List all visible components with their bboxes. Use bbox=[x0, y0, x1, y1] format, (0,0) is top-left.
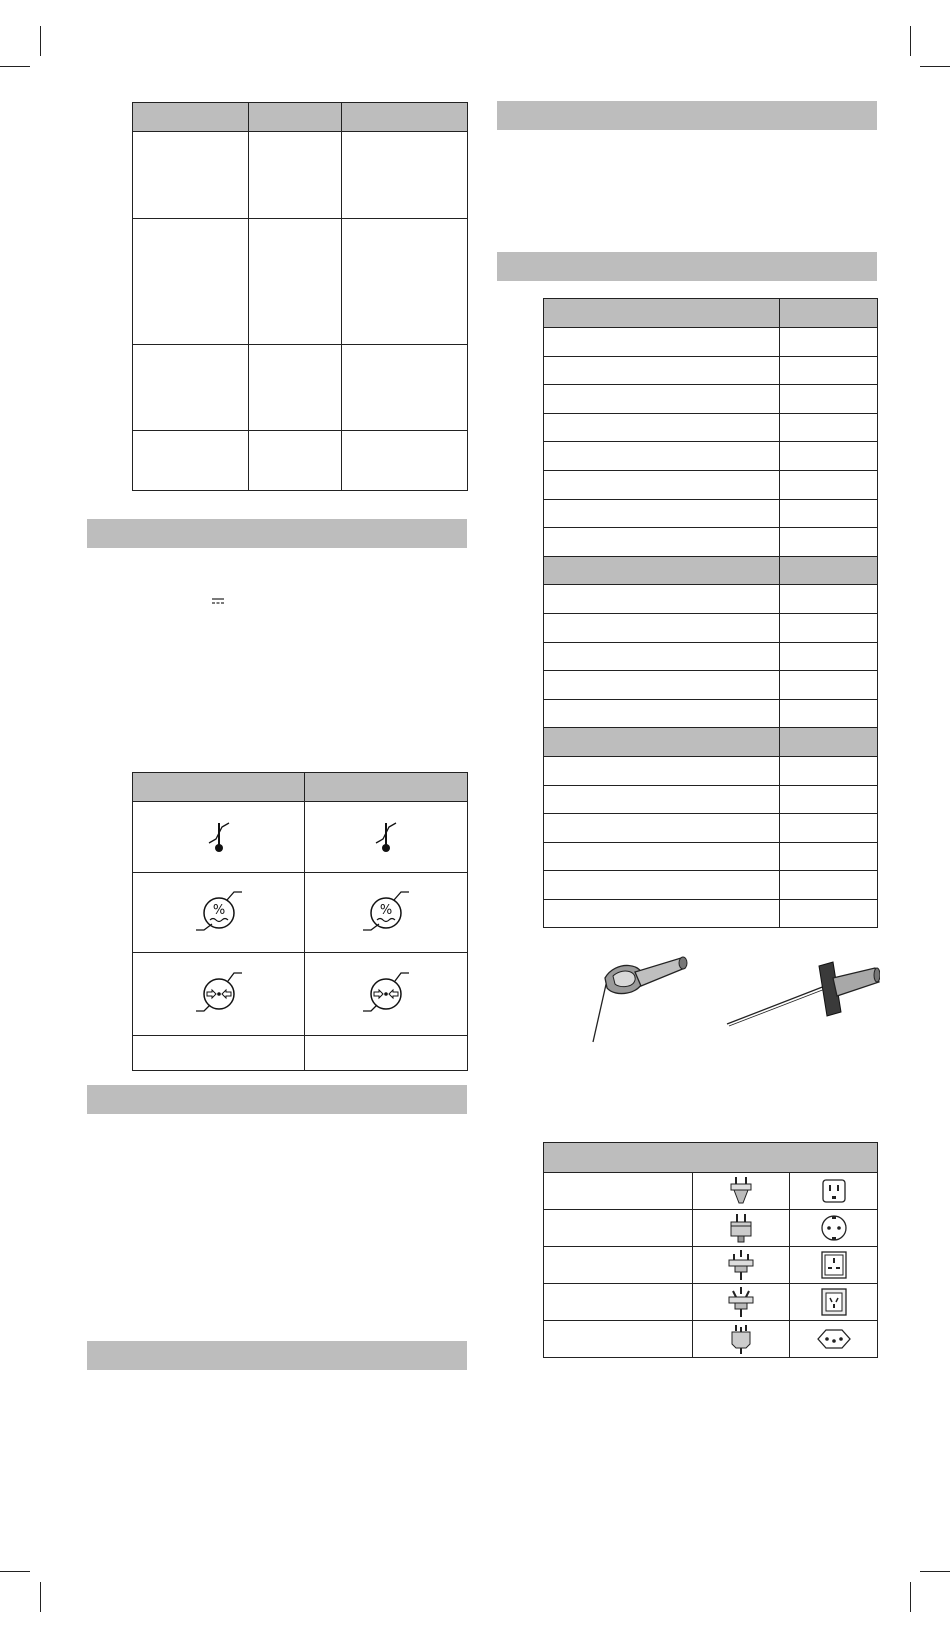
pressure-limit-icon bbox=[361, 969, 411, 1019]
section-header-bar bbox=[497, 252, 877, 281]
table-row bbox=[133, 953, 468, 1036]
svg-text:%: % bbox=[212, 902, 225, 918]
table-row bbox=[544, 814, 878, 843]
humidity-limit-icon bbox=[194, 888, 244, 938]
table-row bbox=[544, 499, 878, 528]
crop-mark bbox=[920, 66, 950, 67]
table-row bbox=[133, 431, 468, 491]
table-header-cell bbox=[544, 1143, 878, 1173]
section-header-bar bbox=[87, 1085, 467, 1114]
table-row bbox=[544, 699, 878, 728]
spec-table-right bbox=[543, 298, 878, 928]
plug-type-c-icon bbox=[729, 1212, 753, 1244]
svg-text:%: % bbox=[379, 902, 393, 918]
table-row bbox=[544, 1210, 878, 1247]
table-header-cell bbox=[133, 103, 249, 132]
table-row bbox=[544, 899, 878, 928]
section-header-bar bbox=[87, 519, 467, 548]
plug-socket-table bbox=[543, 1142, 878, 1358]
socket-type-i-icon bbox=[820, 1287, 848, 1317]
table-row bbox=[544, 642, 878, 671]
probe-long-needle-illustration bbox=[725, 958, 880, 1028]
table-row bbox=[544, 356, 878, 385]
conditions-table bbox=[132, 772, 468, 1071]
table-row bbox=[544, 671, 878, 700]
crop-mark bbox=[0, 1571, 30, 1572]
table-header-cell bbox=[780, 299, 878, 328]
table-subheader-row bbox=[544, 728, 878, 757]
table-row bbox=[544, 470, 878, 499]
crop-mark bbox=[40, 26, 41, 56]
table-header-cell bbox=[544, 299, 780, 328]
humidity-limit-icon bbox=[361, 888, 411, 938]
socket-type-g-icon bbox=[820, 1250, 848, 1280]
table-row bbox=[544, 613, 878, 642]
table-row bbox=[544, 442, 878, 471]
dc-current-icon bbox=[212, 598, 224, 604]
table-row bbox=[544, 528, 878, 557]
plug-type-g-icon bbox=[727, 1249, 755, 1281]
table-row bbox=[133, 1036, 468, 1071]
table-row bbox=[544, 328, 878, 357]
section-header-bar bbox=[497, 101, 877, 130]
table-row bbox=[133, 345, 468, 431]
table-row bbox=[544, 1284, 878, 1321]
temperature-limit-icon bbox=[204, 817, 234, 857]
crop-mark bbox=[0, 66, 30, 67]
table-row bbox=[544, 385, 878, 414]
table-row bbox=[544, 785, 878, 814]
section-header-bar bbox=[87, 1341, 467, 1370]
table-header-cell bbox=[249, 103, 342, 132]
table-row bbox=[133, 132, 468, 219]
table-row bbox=[133, 219, 468, 345]
crop-mark bbox=[40, 1582, 41, 1612]
table-row bbox=[544, 842, 878, 871]
socket-type-a-icon bbox=[821, 1178, 847, 1204]
temperature-limit-icon bbox=[371, 817, 401, 857]
crop-mark bbox=[910, 26, 911, 56]
spec-table-left bbox=[132, 102, 468, 491]
pressure-limit-icon bbox=[194, 969, 244, 1019]
probe-with-guard-illustration bbox=[585, 950, 695, 1045]
table-row bbox=[133, 802, 468, 873]
table-header-cell bbox=[133, 773, 305, 802]
table-row bbox=[544, 1321, 878, 1358]
table-row bbox=[544, 1173, 878, 1210]
crop-mark bbox=[910, 1582, 911, 1612]
table-row bbox=[544, 1247, 878, 1284]
crop-mark bbox=[920, 1571, 950, 1572]
plug-type-i-icon bbox=[727, 1286, 755, 1318]
table-row bbox=[544, 413, 878, 442]
socket-type-f-icon bbox=[820, 1214, 848, 1242]
socket-type-j-icon bbox=[816, 1328, 852, 1350]
table-header-cell bbox=[305, 773, 468, 802]
table-row bbox=[544, 585, 878, 614]
plug-type-a-icon bbox=[729, 1175, 753, 1207]
table-row bbox=[544, 756, 878, 785]
table-subheader-row bbox=[544, 556, 878, 585]
table-header-cell bbox=[342, 103, 468, 132]
table-row bbox=[133, 873, 468, 953]
plug-type-j-icon bbox=[729, 1323, 753, 1355]
table-row bbox=[544, 871, 878, 900]
